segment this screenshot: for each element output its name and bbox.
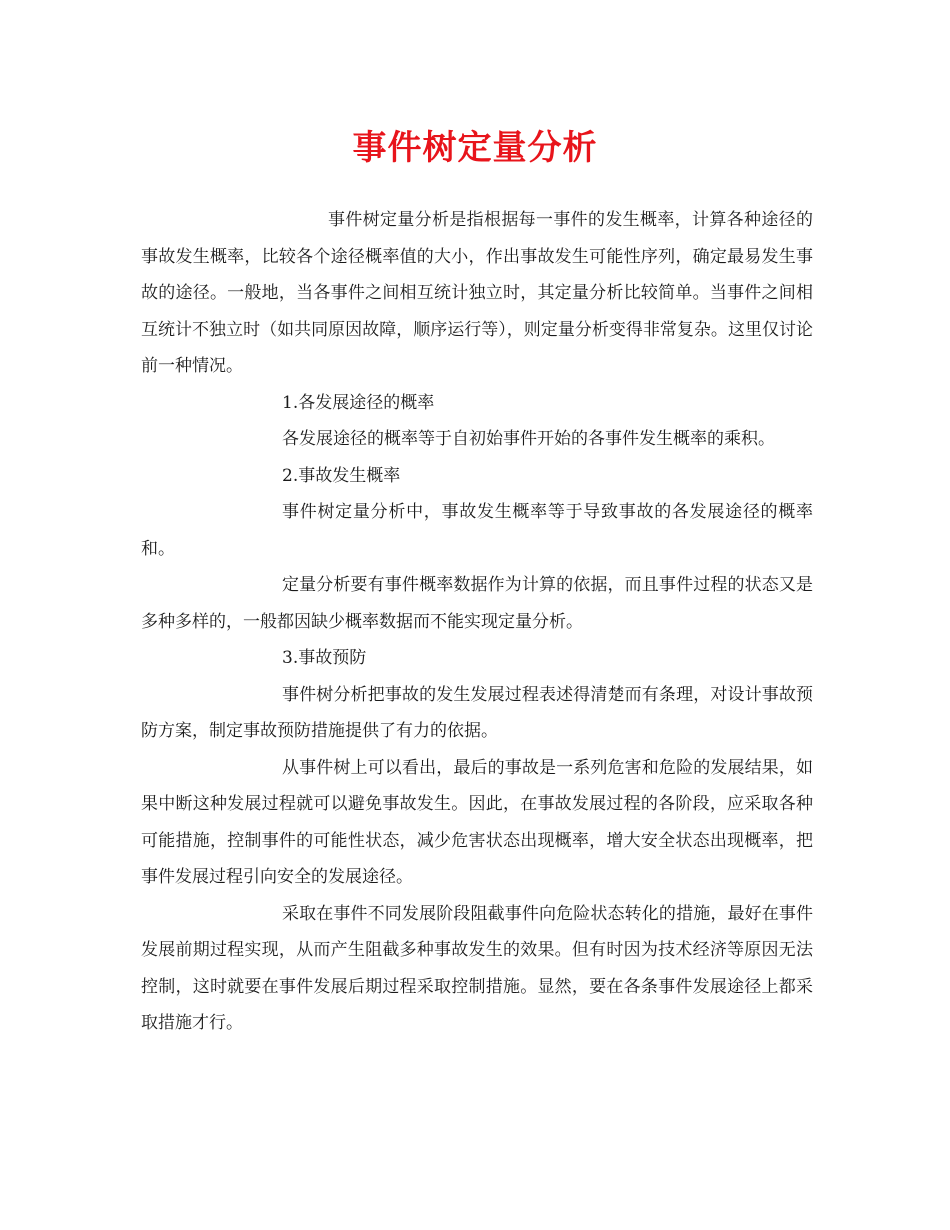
paragraph-path-probability: 各发展途径的概率等于自初始事件开始的各事件发生概率的乘积。	[282, 429, 775, 449]
paragraph-accident-probability: 事件树定量分析中，事故发生概率等于导致事故的各发展途径的概率和。	[141, 502, 813, 559]
paragraph-prevention-basis: 事件树分析把事故的发生发展过程表述得清楚而有条理，对设计事故预防方案，制定事故预防措施提供了有力的依据。	[141, 684, 813, 741]
paragraph-intro: 事件树定量分析是指根据每一事件的发生概率，计算各种途径的事故发生概率，比较各个途径概率值的大小，作出事故发生可能性序列，确定最易发生事故的途径。一般地，当各事件之间相互统计独立时，其定量分析比较简单。当事件之间相互统计不独立时（如共同原因故障，顺序运行等），则定量分析变得非常复杂。这里仅讨论前一种情况。	[141, 210, 813, 376]
section-heading-3: 3.事故预防	[282, 648, 367, 668]
document-title: 事件树定量分析	[352, 128, 598, 168]
paragraph-data-requirement: 定量分析要有事件概率数据作为计算的依据，而且事件过程的状态又是多种多样的，一般都因缺少概率数据而不能实现定量分析。	[141, 575, 813, 632]
document-body	[141, 202, 813, 1042]
paragraph-control-measures: 采取在事件不同发展阶段阻截事件向危险状态转化的措施，最好在事件发展前期过程实现，从而产生阻截多种事故发生的效果。但有时因为技术经济等原因无法控制，这时就要在事件发展后期过程采取控制措施。显然，要在各条事件发展途径上都采取措施才行。	[141, 903, 813, 1033]
section-heading-2: 2.事故发生概率	[282, 465, 401, 486]
paragraph-interrupt-process: 从事件树上可以看出，最后的事故是一系列危害和危险的发展结果，如果中断这种发展过程就可以避免事故发生。因此，在事故发展过程的各阶段，应采取各种可能措施，控制事件的可能性状态，减少危害状态出现概率，增大安全状态出现概率，把事件发展过程引向安全的发展途径。	[141, 757, 813, 887]
section-heading-1: 1.各发展途径的概率	[282, 392, 435, 413]
